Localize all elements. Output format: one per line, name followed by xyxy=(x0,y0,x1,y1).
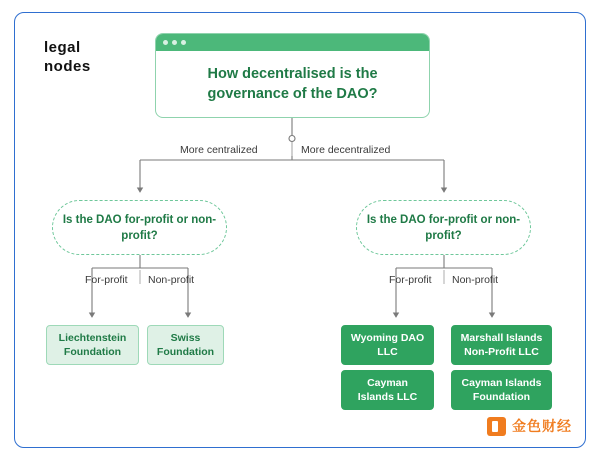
label-more-centralized: More centralized xyxy=(180,144,258,156)
label-left-for-profit: For-profit xyxy=(85,274,128,286)
watermark xyxy=(487,416,572,436)
logo-line-2: nodes xyxy=(44,58,91,75)
browser-content xyxy=(156,51,429,117)
browser-dot-green-icon xyxy=(181,40,186,45)
header-browser-card xyxy=(155,33,430,118)
result-liechtenstein-label: Liechtenstein Foundation xyxy=(58,332,127,358)
result-marshall-label: Marshall Islands Non-Profit LLC xyxy=(460,332,543,358)
result-liechtenstein-foundation xyxy=(46,325,139,365)
result-cayman-islands-llc xyxy=(341,370,434,410)
label-right-non-profit: Non-profit xyxy=(452,274,499,286)
result-wyoming-dao-llc xyxy=(341,325,434,365)
browser-dot-yellow-icon xyxy=(172,40,177,45)
result-cayman-llc-label: Cayman Islands LLC xyxy=(357,377,418,403)
result-swiss-foundation xyxy=(147,325,224,365)
watermark-text: 金色财经 xyxy=(512,418,572,434)
result-marshall-islands-non-profit-llc xyxy=(451,325,552,365)
legal-nodes-logo xyxy=(44,38,134,84)
result-cayman-islands-foundation xyxy=(451,370,552,410)
question-left-label: Is the DAO for-profit or non-profit? xyxy=(62,213,217,242)
label-right-for-profit: For-profit xyxy=(389,274,432,286)
result-swiss-label: Swiss Foundation xyxy=(156,332,215,358)
logo-line-1: legal xyxy=(44,39,81,56)
question-right-label: Is the DAO for-profit or non-profit? xyxy=(366,213,521,242)
browser-title-bar xyxy=(156,34,429,51)
result-wyoming-label: Wyoming DAO LLC xyxy=(350,332,425,358)
label-left-non-profit: Non-profit xyxy=(148,274,195,286)
question-node-left xyxy=(52,200,227,255)
question-node-right xyxy=(356,200,531,255)
root-question-title: How decentralised is the governance of the DAO? xyxy=(207,66,378,102)
watermark-logo-icon xyxy=(487,417,506,436)
result-cayman-foundation-label: Cayman Islands Foundation xyxy=(461,377,542,403)
label-more-decentralized: More decentralized xyxy=(301,144,391,156)
browser-dot-red-icon xyxy=(163,40,168,45)
